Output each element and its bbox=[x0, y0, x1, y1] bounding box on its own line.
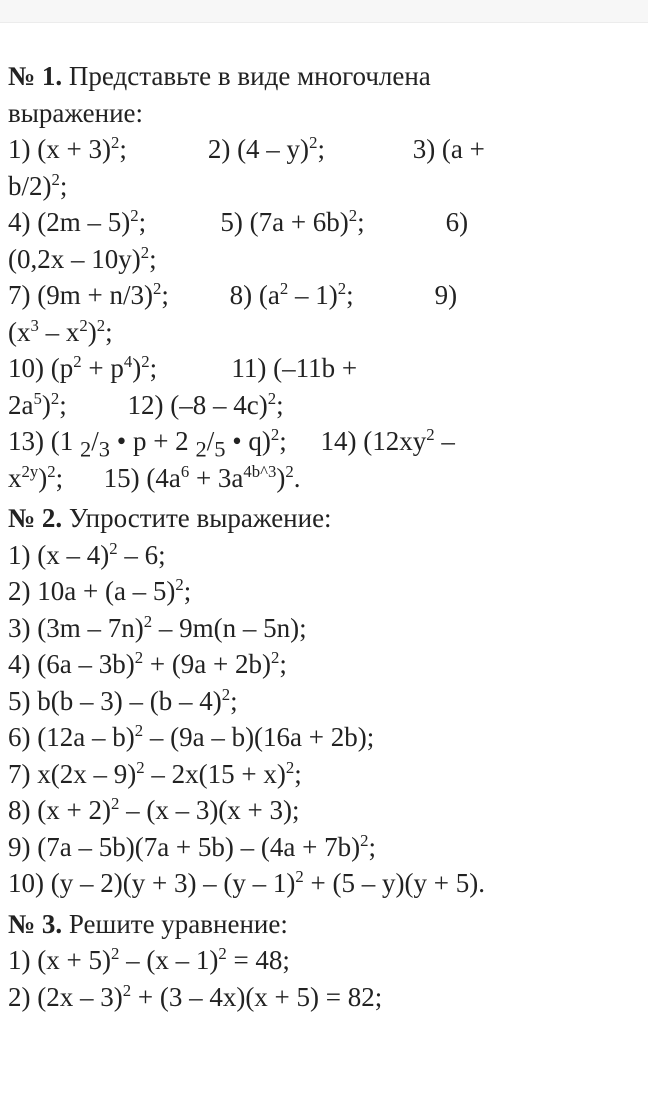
expression-line: $2a^5)^2$; 12) (–8 – 4c)$^2$; bbox=[8, 388, 284, 420]
expression-line: 1) $(x + 3)^2$; 2) (4 – y)$^2$; 3) (a + bbox=[8, 132, 485, 164]
expression-line: (0,2x – 10y)$^2$; bbox=[8, 242, 157, 274]
expression-line: 7) $(9m + n/3)^2$; 8) $(a^2 - 1)^2$; 9) bbox=[8, 278, 458, 310]
expression-line: 4) $(6a - 3b)^2 + (9a + 2b)^2$; bbox=[8, 647, 287, 679]
expression-line: 6) (12a – b)$^2$ – (9a – b)(16a + 2b); bbox=[8, 720, 375, 752]
expression-line: 4) (2m – 5)$^2$; 5) $(7a + 6b)^2$; 6) bbox=[8, 205, 469, 237]
worksheet bbox=[8, 58, 640, 1015]
expression-line: 7) $x(2x - 9)^2 - 2x(15 + x)^2$; bbox=[8, 757, 302, 789]
task-number: № 2. bbox=[8, 503, 63, 533]
task-2-heading bbox=[8, 500, 640, 537]
expression-line: 2) (2x – 3)$^2$ + (3 – 4x)(x + 5) = 82; bbox=[8, 980, 383, 1012]
expression-line: 13) (1 $_2/_3$ • p + 2 $_2/_5$ • q)$^2$; 14) ($12xy^2$ – bbox=[8, 424, 455, 462]
task-1-heading-line-1 bbox=[8, 58, 640, 95]
expression-line: 3) (3m – 7n)$^2$ – 9m(n – 5n); bbox=[8, 611, 307, 643]
task-title: Решите уравнение: bbox=[68, 908, 288, 939]
task-number: № 3. bbox=[8, 908, 63, 939]
task-number: № 1. bbox=[8, 61, 63, 91]
expression-line: 9) $(7a - 5b)(7a + 5b) - (4a + 7b)^2$; bbox=[8, 830, 376, 862]
task-title: Упростите выражение: bbox=[68, 503, 332, 533]
expression-line: 1) (x – 4)$^2$ – 6; bbox=[8, 538, 166, 570]
expression-line: 1) $(x + 5)^2 - (x - 1)^2 = 48$; bbox=[8, 943, 290, 975]
expression-line: b/2)$^2$; bbox=[8, 169, 68, 201]
expression-line: 5) b(b – 3) – (b – 4)$^2$; bbox=[8, 684, 238, 716]
task-1-heading-line-2: выражение: bbox=[8, 97, 144, 128]
expression-line: 8) $(x + 2)^2 - (x - 3)(x + 3)$; bbox=[8, 793, 300, 825]
expression-line: $(x^3 - x^2)^2$; bbox=[8, 315, 113, 347]
expression-line: 10) $(p^2 + p^4)^2$; 11) (–11b + bbox=[8, 351, 358, 383]
top-bar bbox=[0, 0, 648, 23]
expression-line: $x^{2y})^2$; 15) $(4a^6 + 3a^{4b\^{}3})^2$. bbox=[8, 461, 301, 493]
expression-line: 10) (y – 2)(y + 3) – (y – 1)$^2$ + (5 – y)(y + 5). bbox=[8, 866, 485, 898]
expression-line: 2) 10a + (a – 5)$^2$; bbox=[8, 574, 192, 606]
task-title: Представьте в виде многочлена bbox=[68, 61, 431, 91]
task-3-heading bbox=[8, 906, 640, 943]
